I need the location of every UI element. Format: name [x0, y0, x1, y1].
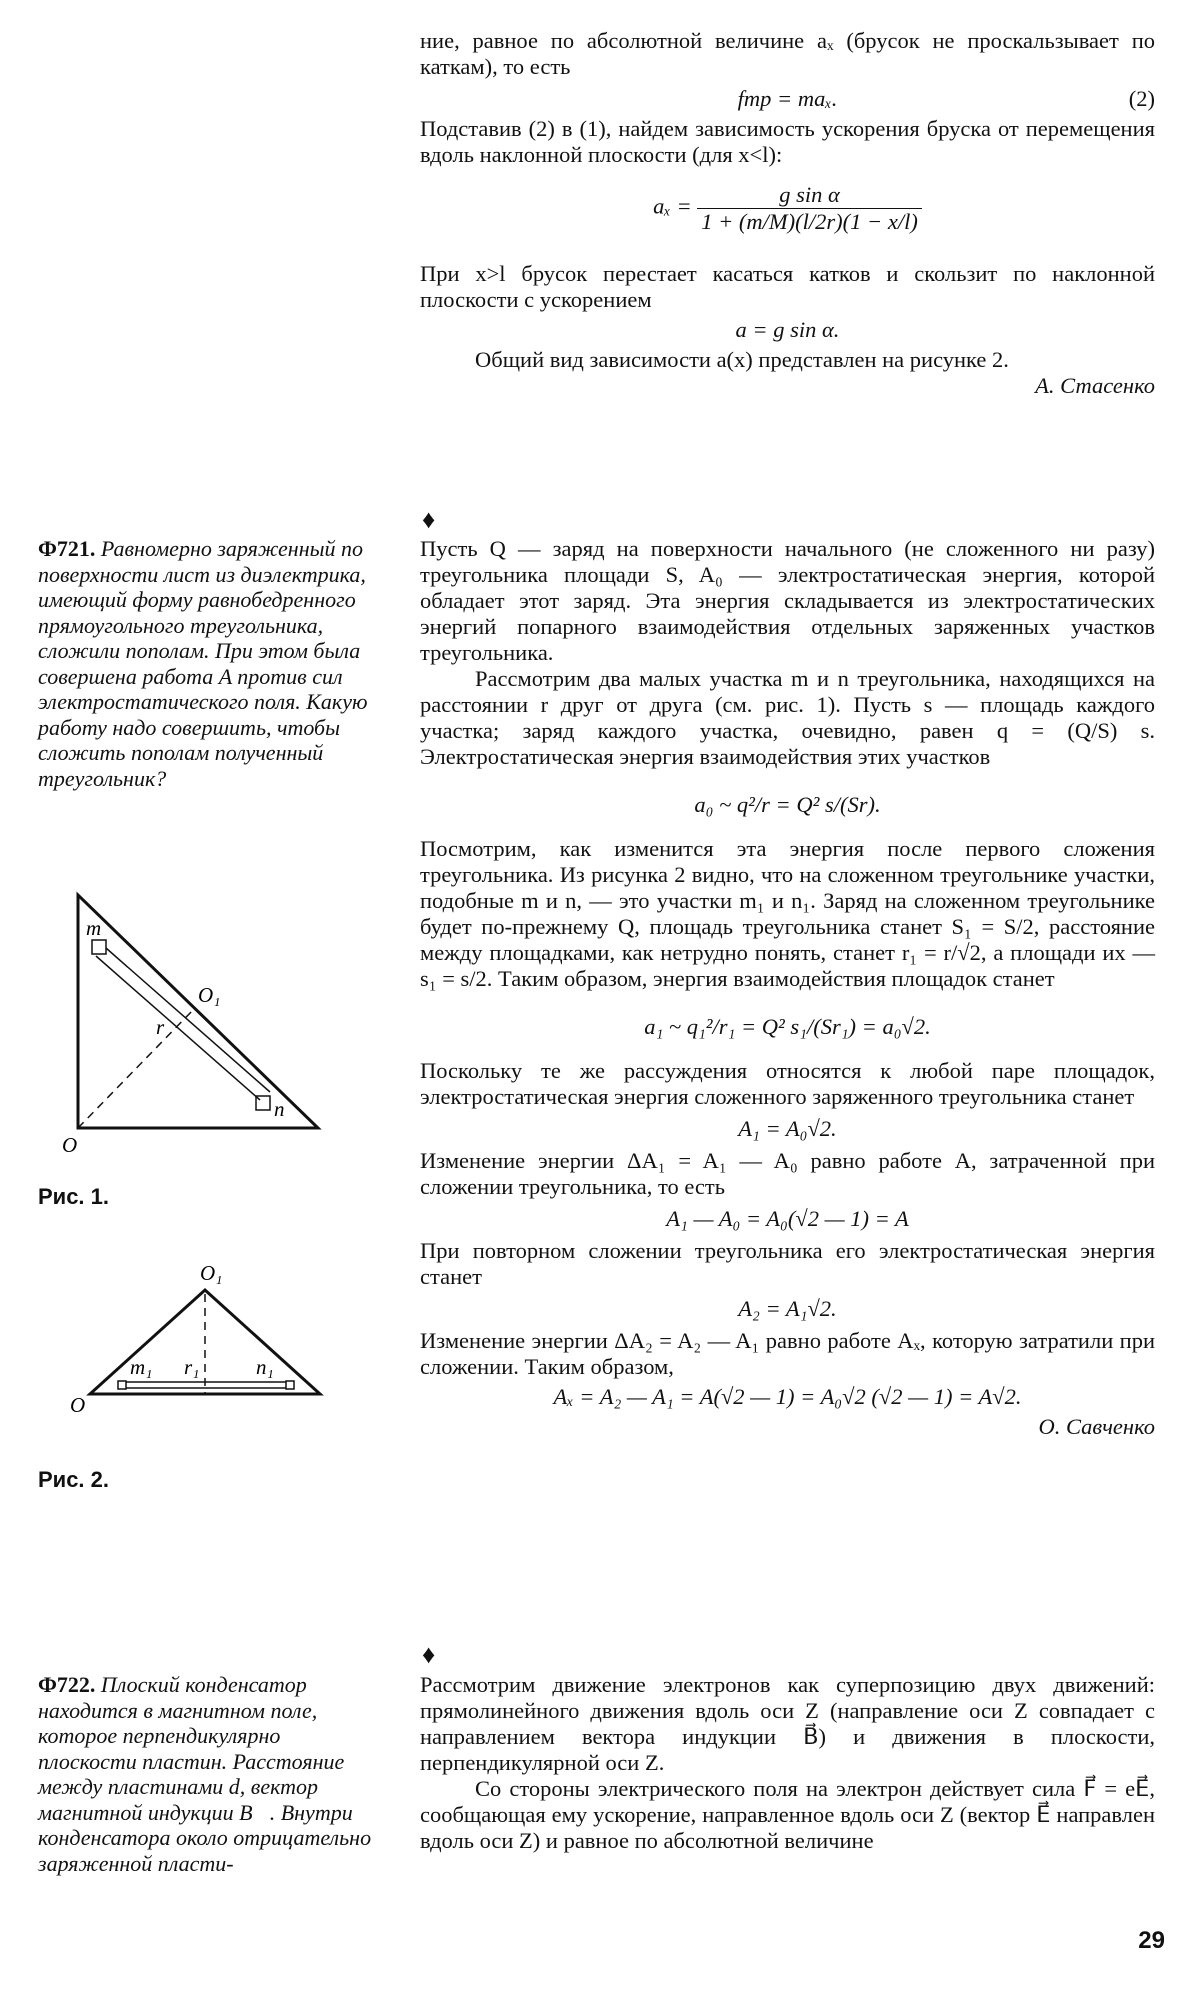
paragraph: Пусть Q — заряд на поверхности начального (не сложенного ни разу) треугольника площади S, A₀ — электростатическая энергия, которой обладает этот заряд. Эта энергия складывается из электростатических энергий попарного взаимодействия отдельных заряженных участков треугольника. [420, 536, 1155, 665]
equation-number: (2) [1128, 86, 1155, 111]
paragraph: Изменение энергии ΔA₁ = A₁ — A₀ равно работе A, затраченной при сложении треугольника, то есть [420, 1148, 1155, 1199]
label-r1: r₁ [184, 1355, 200, 1379]
triangle [78, 895, 318, 1128]
problem-label: Ф722. [38, 1672, 96, 1697]
equation-ax: aₓ = $\frac{\text{g sin α}}{1 + (m/M)(l/2r)(1 - x/l)}$ [420, 182, 1155, 235]
problem-label: Ф721. [38, 536, 96, 561]
distance-line [96, 956, 260, 1100]
label-r: r [156, 1015, 165, 1039]
paragraph: Рассмотрим два малых участка m и n треугольника, находящихся на расстоянии r друг от друга (см. рис. 1). Пусть s — площадь каждого участка; заряд каждого участка, очевидно, равен q = (Q/S) s. Электростатическая энергия взаимодействия этих участков [420, 666, 1155, 769]
label-m1: m₁ [130, 1355, 153, 1379]
label-o: O [70, 1393, 86, 1417]
label-o1: O₁ [200, 1261, 223, 1285]
paragraph: Поскольку те же рассуждения относятся к любой паре площадок, электростатическая энергия сложенного заряженного треугольника станет [420, 1058, 1155, 1109]
equation: Aₓ = A₂ — A₁ = A(√2 — 1) = A₀√2 (√2 — 1) = A√2. [553, 1384, 1022, 1409]
figure-2 [60, 1252, 350, 1428]
equation: a₀ ~ q²/r = Q² s/(Sr). [694, 792, 881, 817]
solution-721 [420, 536, 1155, 1440]
author-signature: А. Стасенко [1035, 373, 1155, 398]
area-m [92, 940, 106, 954]
label-o1: O₁ [198, 983, 221, 1007]
area-m1 [118, 1381, 126, 1389]
previous-solution [420, 28, 1155, 399]
solution-marker-icon: ♦ [422, 1640, 436, 1669]
label-n1: n₁ [256, 1355, 274, 1379]
equation: A₂ = A₁√2. [738, 1296, 837, 1321]
problem-text: Плоский конденсатор находится в магнитном поле, которое перпендикулярно плоскости пластин. Расстояние между пластинами d, вектор магнитной индукции B⃗. Внутри конденсатора около отрицательно заряженной пласти- [38, 1672, 372, 1876]
paragraph: При x>l брусок перестает касаться катков и скользит по наклонной плоскости с ускорением [420, 261, 1155, 312]
paragraph: При повторном сложении треугольника его электростатическая энергия станет [420, 1238, 1155, 1289]
label-m: m [86, 916, 102, 940]
area-n1 [286, 1381, 294, 1389]
equation: a₁ ~ q₁²/r₁ = Q² s₁/(Sr₁) = a₀√2. [644, 1014, 931, 1039]
problem-text: Равномерно заряженный по поверхности лист из диэлектрика, имеющий форму равнобедренного прямоугольного треугольника, сложили пополам. При этом была совершена работа A против сил электростатического поля. Какую работу надо совершить, чтобы сложить пополам полученный треугольник? [38, 536, 368, 791]
problem-721-statement [38, 536, 383, 791]
figure-1 [60, 890, 330, 1160]
solution-722 [420, 1672, 1155, 1854]
figure-2-caption: Рис. 2. [38, 1467, 110, 1492]
equation-a: a = g sin α. [735, 317, 840, 342]
paragraph: Посмотрим, как изменится эта энергия после первого сложения треугольника. Из рисунка 2 видно, что на сложенном треугольнике участки, подобные m и n, — это участки m₁ и n₁. Заряд на сложенном треугольнике будет по-прежнему Q, площадь треугольника станет S₁ = S/2, расстояние между площадками, как нетрудно понять, станет r₁ = r/√2, а площади их — s₁ = s/2. Таким образом, энергия взаимодействия площадок станет [420, 836, 1155, 991]
label-n: n [274, 1097, 285, 1121]
figure-1-caption: Рис. 1. [38, 1184, 110, 1209]
solution-marker-icon: ♦ [422, 505, 436, 534]
page-number: 29 [1138, 1927, 1165, 1954]
equation: A₁ = A₀√2. [738, 1116, 837, 1141]
paragraph: ние, равное по абсолютной величине aₓ (брусок не проскальзывает по каткам), то есть [420, 28, 1155, 79]
dashed-median [78, 1008, 195, 1128]
paragraph: Со стороны электрического поля на электрон действует сила F⃗ = eE⃗, сообщающая ему ускорение, направленное вдоль оси Z (вектор E⃗ направлен вдоль оси Z) и равное по абсолютной величине [420, 1776, 1155, 1853]
equation: A₁ — A₀ = A₀(√2 — 1) = A [666, 1206, 909, 1231]
paragraph: Изменение энергии ΔA₂ = A₂ — A₁ равно работе Aₓ, которую затратили при сложении. Таким образом, [420, 1328, 1155, 1379]
label-o: O [62, 1133, 78, 1157]
author-signature: О. Савченко [1038, 1414, 1155, 1439]
problem-722-statement [38, 1672, 383, 1876]
paragraph: Рассмотрим движение электронов как суперпозицию двух движений: прямолинейного движения вдоль оси Z (направление оси Z совпадает с направлением вектора индукции B⃗) и движения в плоскости, перпендикулярной оси Z. [420, 1672, 1155, 1775]
equation-2: fтр = maₓ. (2) [737, 86, 1155, 111]
paragraph: Общий вид зависимости a(x) представлен на рисунке 2. [475, 347, 1009, 372]
paragraph: Подставив (2) в (1), найдем зависимость ускорения бруска от перемещения вдоль наклонной плоскости (для x<l): [420, 116, 1155, 167]
